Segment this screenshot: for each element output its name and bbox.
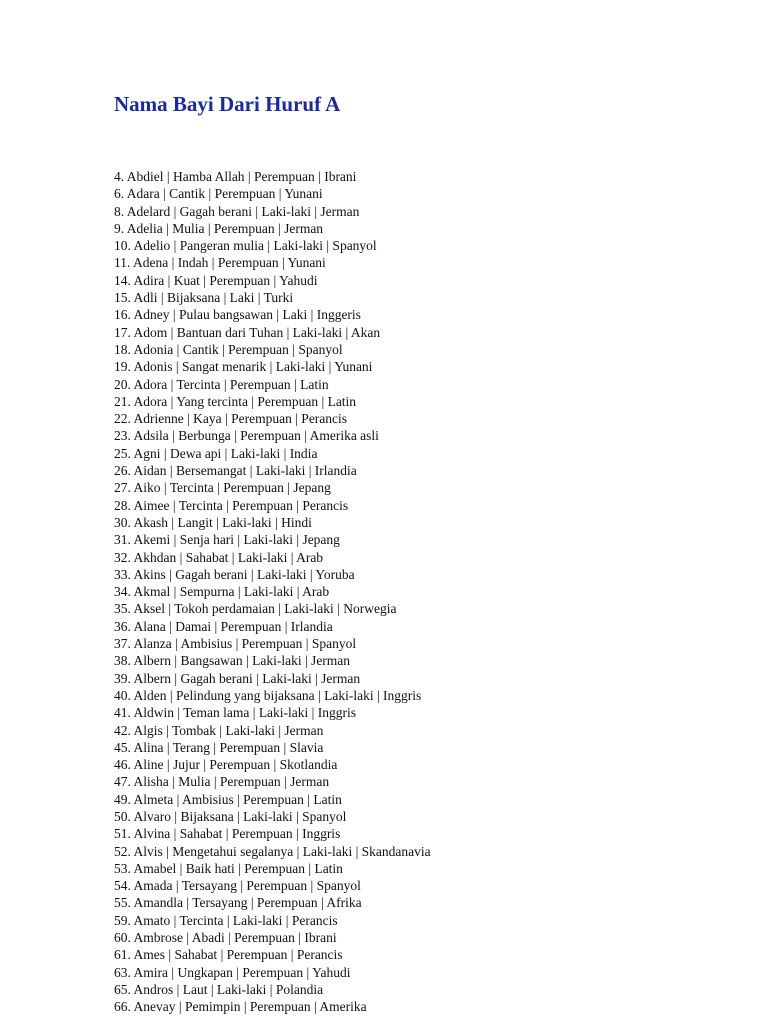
- name-entry: 21. Adora | Yang tercinta | Perempuan | Latin: [114, 393, 357, 409]
- name-entry: 35. Aksel | Tokoh perdamaian | Laki-laki | Norwegia: [114, 601, 397, 617]
- name-entry: 47. Alisha | Mulia | Perempuan | Jerman: [114, 774, 330, 790]
- name-entry: 36. Alana | Damai | Perempuan | Irlandia: [114, 618, 333, 634]
- name-entry: 46. Aline | Jujur | Perempuan | Skotlandia: [114, 757, 338, 773]
- name-entry: 33. Akins | Gagah berani | Laki-laki | Yoruba: [114, 566, 355, 582]
- name-entry: 54. Amada | Tersayang | Perempuan | Spanyol: [114, 878, 361, 894]
- name-entry: 39. Albern | Gagah berani | Laki-laki | Jerman: [114, 670, 361, 686]
- name-entry: 17. Adom | Bantuan dari Tuhan | Laki-laki | Akan: [114, 324, 381, 340]
- name-entry: 37. Alanza | Ambisius | Perempuan | Spanyol: [114, 636, 357, 652]
- name-entry: 53. Amabel | Baik hati | Perempuan | Latin: [114, 860, 343, 876]
- name-entry: 23. Adsila | Berbunga | Perempuan | Amerika asli: [114, 428, 379, 444]
- name-entry: 66. Anevay | Pemimpin | Perempuan | Amerika: [114, 999, 367, 1015]
- name-entry: 10. Adelio | Pangeran mulia | Laki-laki | Spanyol: [114, 238, 377, 254]
- name-entry: 34. Akmal | Sempurna | Laki-laki | Arab: [114, 584, 330, 600]
- name-entry: 41. Aldwin | Teman lama | Laki-laki | Inggris: [114, 705, 356, 721]
- name-entry: 28. Aimee | Tercinta | Perempuan | Perancis: [114, 497, 349, 513]
- name-entry: 14. Adira | Kuat | Perempuan | Yahudi: [114, 272, 318, 288]
- name-entry: 52. Alvis | Mengetahui segalanya | Laki-laki | Skandanavia: [114, 843, 431, 859]
- name-entry: 49. Almeta | Ambisius | Perempuan | Latin: [114, 791, 342, 807]
- name-entry: 9. Adelia | Mulia | Perempuan | Jerman: [114, 220, 324, 236]
- name-entry: 6. Adara | Cantik | Perempuan | Yunani: [114, 186, 323, 202]
- name-entry: 63. Amira | Ungkapan | Perempuan | Yahudi: [114, 964, 351, 980]
- name-entry: 42. Algis | Tombak | Laki-laki | Jerman: [114, 722, 324, 738]
- name-entry: 65. Andros | Laut | Laki-laki | Polandia: [114, 981, 324, 997]
- name-entry: 50. Alvaro | Bijaksana | Laki-laki | Spanyol: [114, 808, 347, 824]
- name-list: [114, 168, 431, 1016]
- name-entry: 32. Akhdan | Sahabat | Laki-laki | Arab: [114, 549, 324, 565]
- name-entry: 18. Adonia | Cantik | Perempuan | Spanyol: [114, 341, 343, 357]
- name-entry: 27. Aiko | Tercinta | Perempuan | Jepang: [114, 480, 331, 496]
- name-entry: 60. Ambrose | Abadi | Perempuan | Ibrani: [114, 930, 337, 946]
- name-entry: 40. Alden | Pelindung yang bijaksana | Laki-laki | Inggris: [114, 687, 422, 703]
- name-entry: 61. Ames | Sahabat | Perempuan | Perancis: [114, 947, 343, 963]
- name-entry: 38. Albern | Bangsawan | Laki-laki | Jerman: [114, 653, 351, 669]
- name-entry: 11. Adena | Indah | Perempuan | Yunani: [114, 255, 326, 271]
- name-entry: 45. Alina | Terang | Perempuan | Slavia: [114, 739, 324, 755]
- name-entry: 25. Agni | Dewa api | Laki-laki | India: [114, 445, 318, 461]
- name-entry: 31. Akemi | Senja hari | Laki-laki | Jepang: [114, 532, 340, 548]
- name-entry: 22. Adrienne | Kaya | Perempuan | Perancis: [114, 411, 348, 427]
- name-entry: 15. Adli | Bijaksana | Laki | Turki: [114, 290, 294, 306]
- name-entry: 16. Adney | Pulau bangsawan | Laki | Inggeris: [114, 307, 361, 323]
- name-entry: 51. Alvina | Sahabat | Perempuan | Inggris: [114, 826, 341, 842]
- name-entry: 26. Aidan | Bersemangat | Laki-laki | Irlandia: [114, 463, 357, 479]
- name-entry: 59. Amato | Tercinta | Laki-laki | Perancis: [114, 912, 338, 928]
- name-entry: 30. Akash | Langit | Laki-laki | Hindi: [114, 514, 312, 530]
- name-entry: 4. Abdiel | Hamba Allah | Perempuan | Ibrani: [114, 169, 357, 184]
- name-entry: 8. Adelard | Gagah berani | Laki-laki | Jerman: [114, 203, 360, 219]
- name-entry: 55. Amandla | Tersayang | Perempuan | Afrika: [114, 895, 362, 911]
- name-entry: 19. Adonis | Sangat menarik | Laki-laki | Yunani: [114, 359, 373, 375]
- page-title: Nama Bayi Dari Huruf A: [114, 92, 341, 116]
- name-entry: 20. Adora | Tercinta | Perempuan | Latin: [114, 376, 329, 392]
